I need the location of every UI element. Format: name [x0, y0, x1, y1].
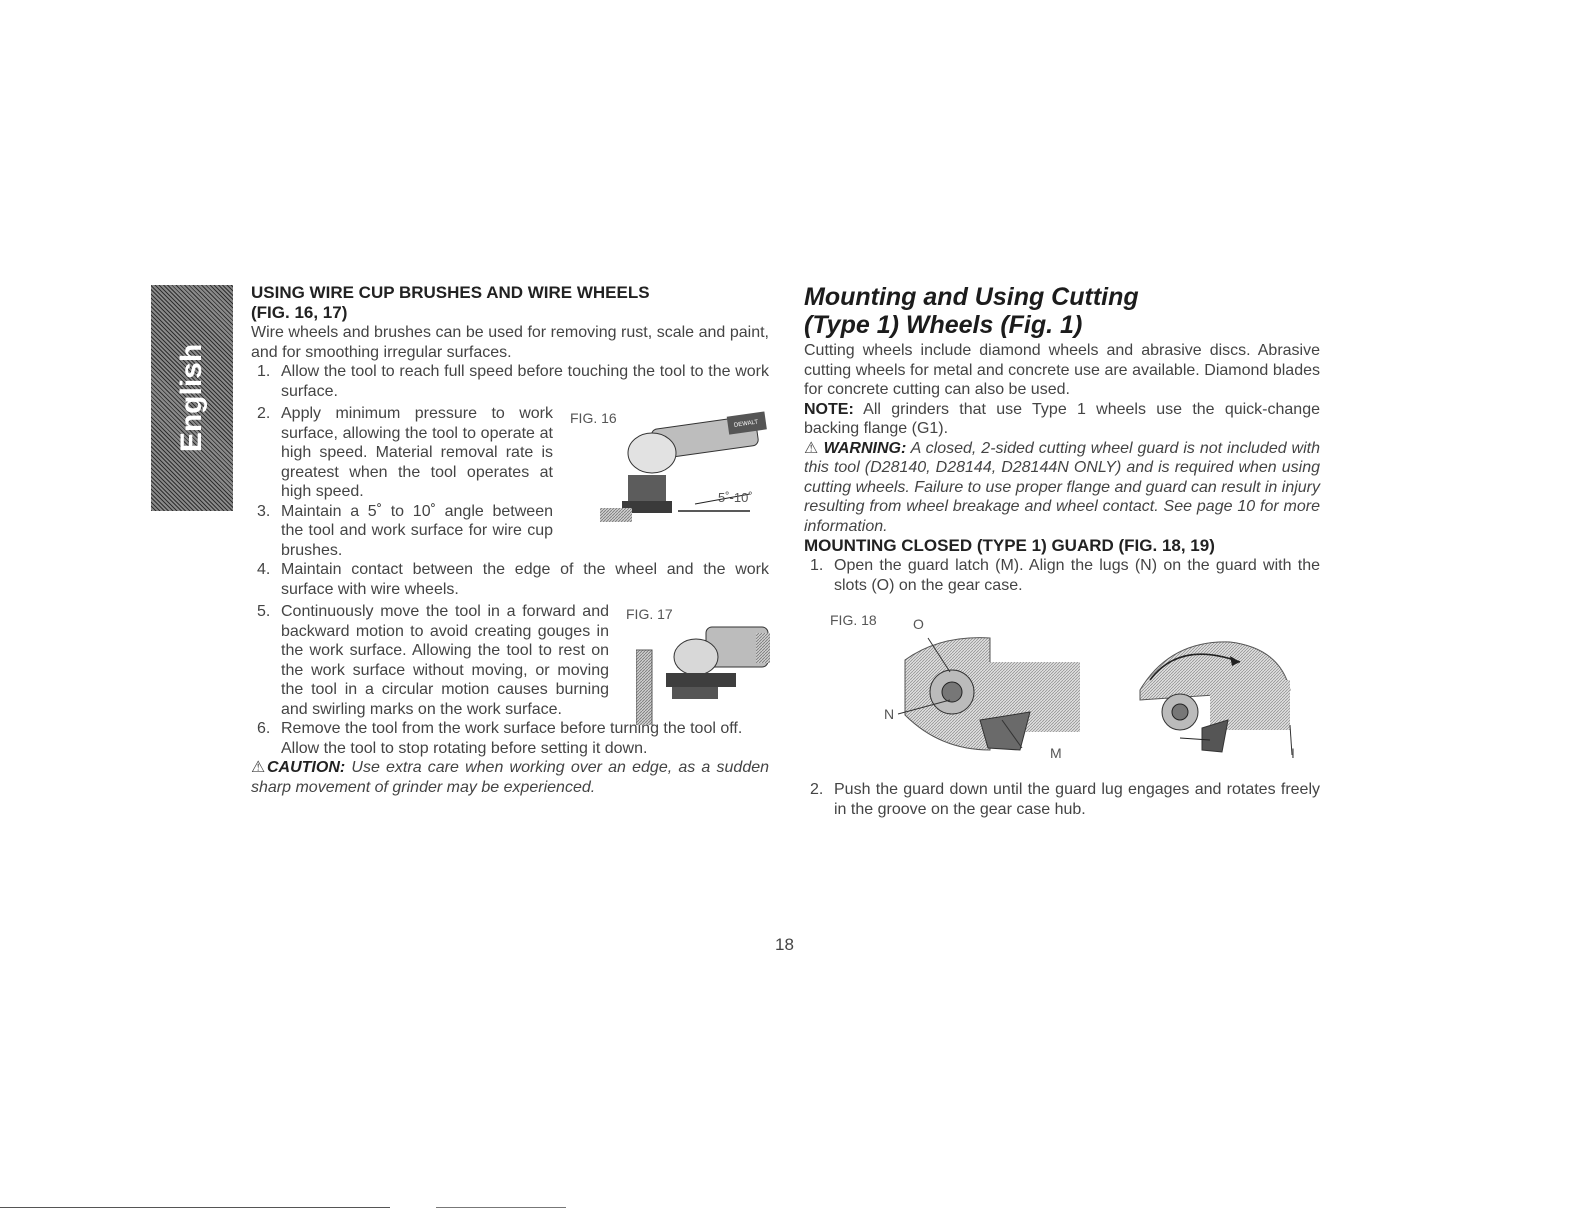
- note-text: All grinders that use Type 1 wheels use the quick-change backing flange (G1).: [804, 400, 1321, 437]
- list-number: 6.: [257, 720, 271, 737]
- section-heading-fig-ref: (FIG. 16, 17): [251, 303, 348, 322]
- callout-o: O: [913, 616, 924, 632]
- list-text: Continuously move the tool in a forward and backward motion to avoid creating gouges in the work surface. Allowing the tool to rest on the work surface without moving, or moving the tool in a circular motion causes burning and swirling marks on the work surface.: [281, 603, 609, 718]
- list-item: [251, 602, 609, 719]
- callout-m: M: [1050, 745, 1062, 761]
- fig17-grinder-image: [636, 615, 776, 725]
- section-title-line1: Mounting and Using Cutting: [804, 283, 1139, 311]
- warning-triangle-icon: ⚠: [804, 439, 819, 457]
- section-title-line2: (Type 1) Wheels (Fig. 1): [804, 311, 1083, 339]
- callout-n: N: [884, 706, 895, 722]
- bottom-divider: [436, 1207, 566, 1208]
- list-text: Apply minimum pressure to work surface, allowing the tool to operate at high speed. Material removal rate is greatest when the tool operates at high speed.: [281, 405, 553, 500]
- list-item: [804, 780, 1320, 819]
- section-title: [804, 283, 1320, 339]
- warning-triangle-icon: ⚠: [251, 759, 267, 776]
- list-item: [804, 556, 1320, 595]
- cutting-intro-paragraph: Cutting wheels include diamond wheels and abrasive discs. Abrasive cutting wheels for metal and concrete use are available. Diamond blades for concrete cutting can also be used.: [804, 342, 1320, 398]
- note-label: NOTE:: [804, 400, 854, 418]
- warning-text: A closed, 2-sided cutting wheel guard is not included with this tool (D28140, D28144, D28144N ONLY) and is required when using cutting wheels. Failure to use proper flange and guard can result in injury resulting from wheel breakage and wheel contact. See page 10 for more information.: [804, 439, 1320, 535]
- list-number: 1.: [810, 557, 824, 574]
- list-number: 2.: [810, 781, 824, 798]
- list-text: Push the guard down until the guard lug engages and rotates freely in the groove on the gear case hub.: [834, 781, 1320, 818]
- list-item: [251, 404, 553, 502]
- fig16-angle-label: 5˚-10˚: [718, 490, 753, 505]
- list-item: [251, 502, 553, 561]
- caution-label: CAUTION:: [266, 759, 346, 776]
- fig16-grinder-image: [600, 405, 775, 525]
- fig18-guard-image: [880, 620, 1300, 770]
- list-item: [251, 362, 769, 401]
- callout-i: I: [1291, 745, 1295, 761]
- list-number: 4.: [257, 561, 271, 578]
- fig16-label: FIG. 16: [570, 410, 617, 426]
- fig17-label: FIG. 17: [626, 606, 673, 622]
- list-text: Maintain contact between the edge of the wheel and the work surface with wire wheels.: [281, 561, 769, 598]
- caution-paragraph: [251, 758, 769, 797]
- fig16-brand: DEWALT: [733, 419, 759, 429]
- list-number: 2.: [257, 405, 271, 422]
- subheading-mounting-guard: MOUNTING CLOSED (TYPE 1) GUARD (FIG. 18, 19): [804, 536, 1215, 555]
- intro-paragraph: Wire wheels and brushes can be used for removing rust, scale and paint, and for smoothing irregular surfaces.: [251, 324, 769, 361]
- list-number: 5.: [257, 603, 271, 620]
- note-paragraph: [804, 400, 1320, 439]
- fig18-label: FIG. 18: [830, 612, 877, 628]
- language-tab: [151, 285, 233, 511]
- list-item: [251, 560, 769, 599]
- caution-text: Use extra care when working over an edge, as a sudden sharp movement of grinder may be experienced.: [251, 759, 770, 796]
- bottom-divider: [0, 1207, 390, 1208]
- list-text: Open the guard latch (M). Align the lugs (N) on the guard with the slots (O) on the gear case.: [834, 557, 1320, 594]
- list-number: 3.: [257, 502, 271, 520]
- list-text: Remove the tool from the work surface before turning the tool off. Allow the tool to stop rotating before setting it down.: [281, 720, 743, 757]
- right-column: [804, 283, 1320, 595]
- list-number: 1.: [257, 363, 271, 380]
- warning-paragraph: [804, 439, 1320, 537]
- warning-label: WARNING:: [823, 439, 907, 457]
- section-heading-wire-brushes: USING WIRE CUP BRUSHES AND WIRE WHEELS: [251, 283, 650, 302]
- list-text: Allow the tool to reach full speed before touching the tool to the work surface.: [281, 363, 769, 400]
- list-text: Maintain a 5˚ to 10˚ angle between the tool and work surface for wire cup brushes.: [281, 502, 553, 559]
- language-tab-label: English: [175, 343, 208, 453]
- page-number: 18: [775, 935, 794, 954]
- right-column-lower: [804, 780, 1320, 819]
